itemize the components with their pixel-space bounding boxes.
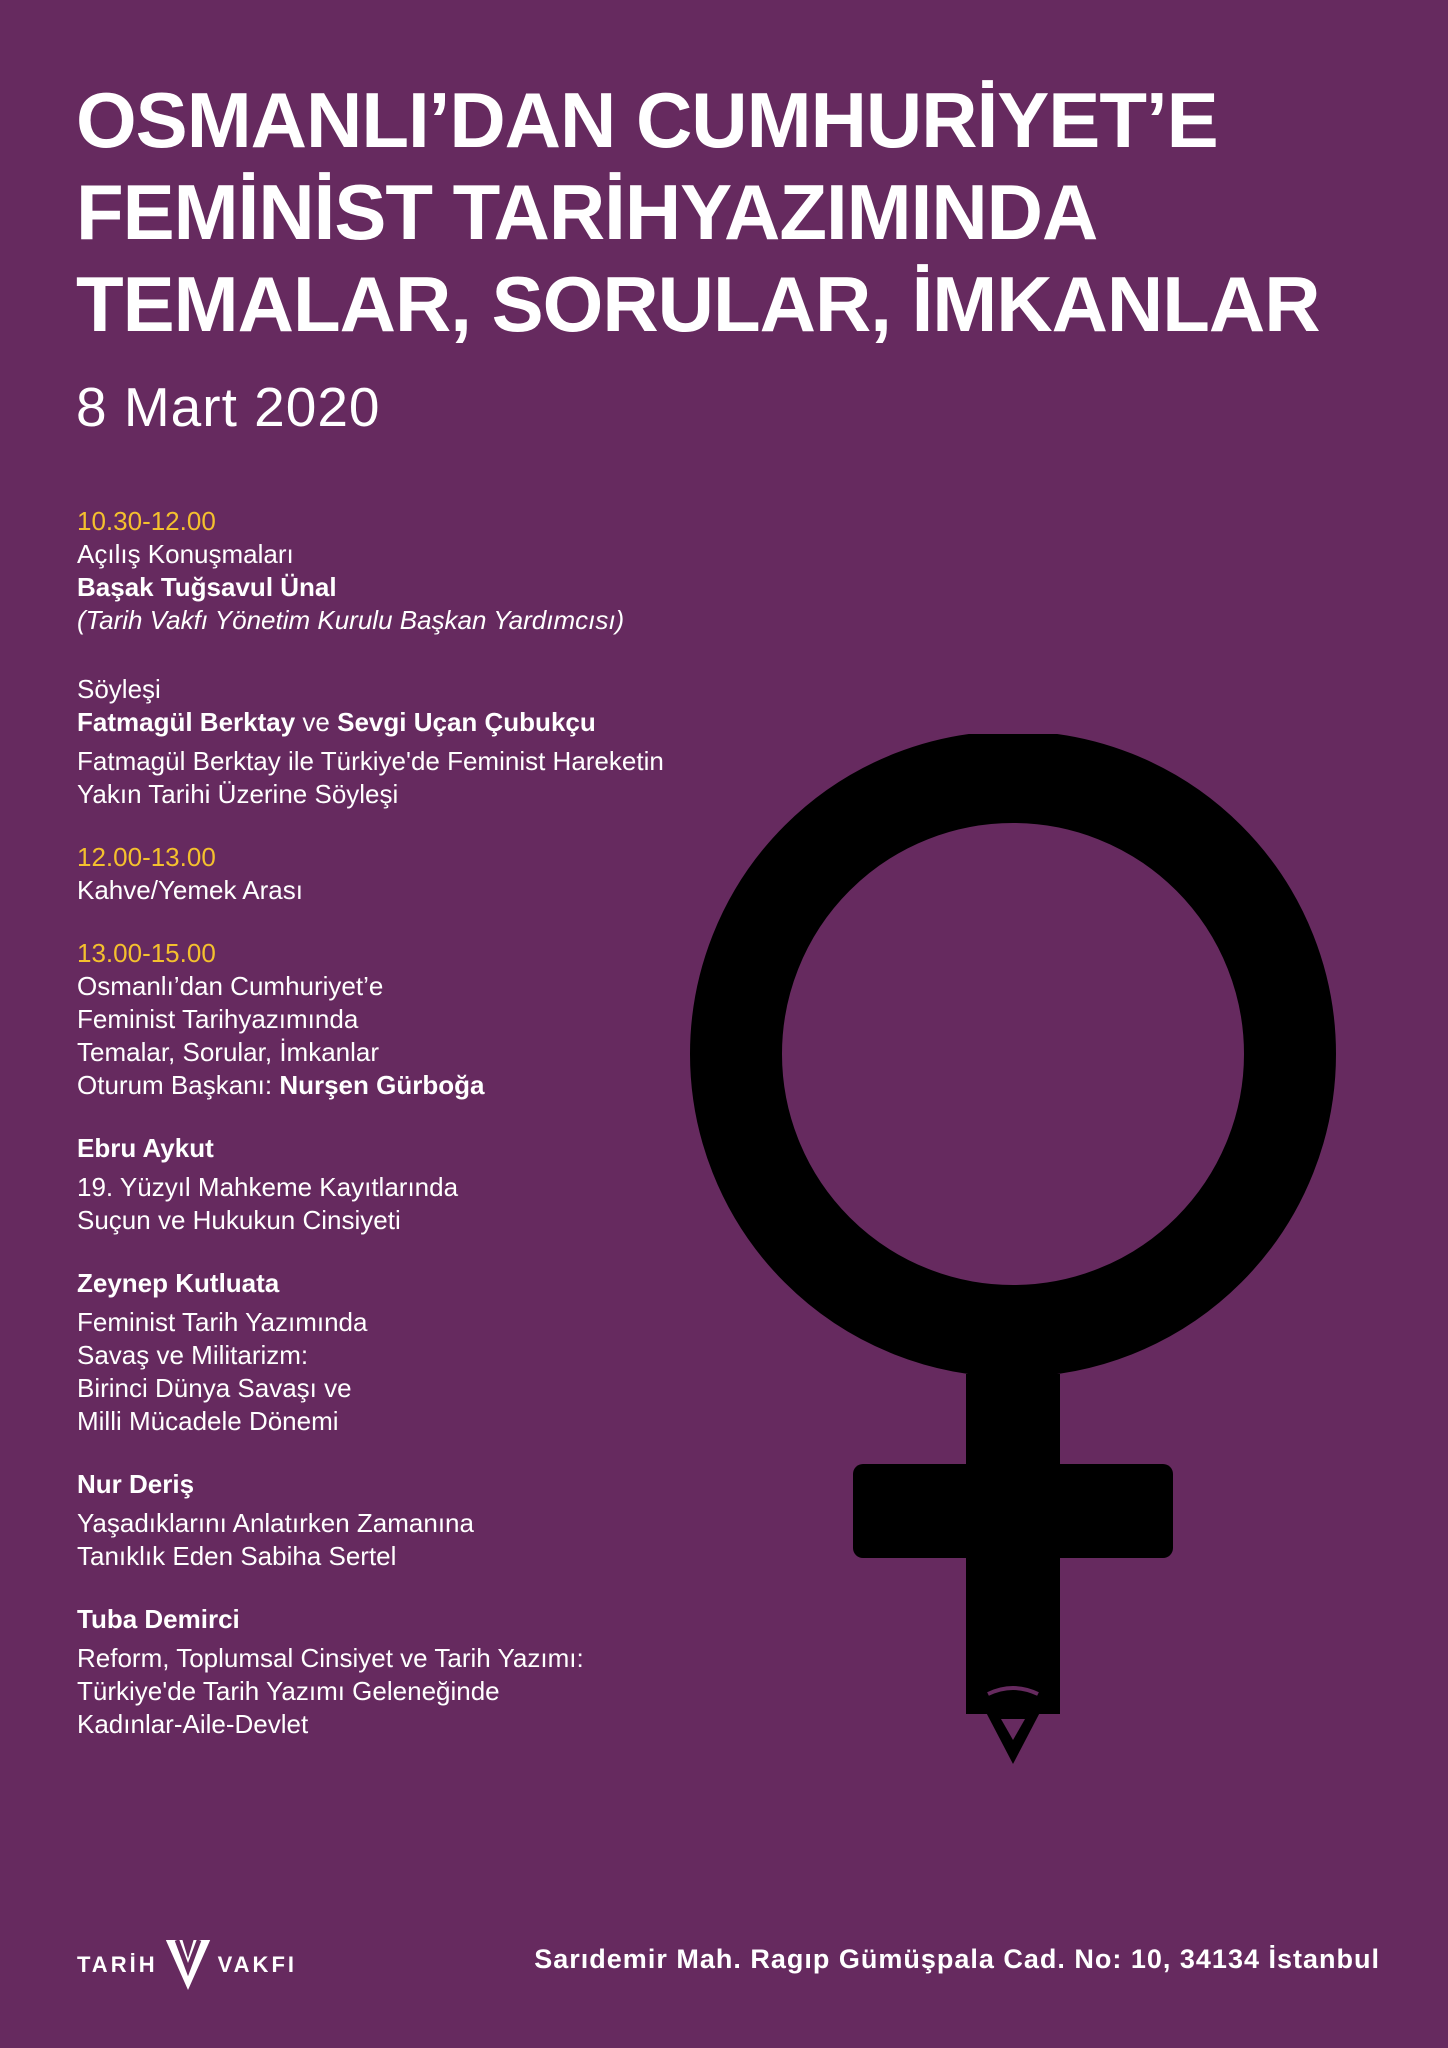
talk — [77, 1603, 777, 1741]
talk-title-line: Tanıklık Eden Sabiha Sertel — [77, 1541, 397, 1571]
panel-title-line: Osmanlı’dan Cumhuriyet’e — [77, 971, 384, 1001]
session-heading: Açılış Konuşmaları — [77, 539, 294, 569]
talk-title-line: Reform, Toplumsal Cinsiyet ve Tarih Yazımı: — [77, 1643, 584, 1673]
session-time: 10.30-12.00 — [77, 506, 216, 536]
session-time: 13.00-15.00 — [77, 938, 216, 968]
panel-title-line: Temalar, Sorular, İmkanlar — [77, 1037, 380, 1067]
event-date: 8 Mart 2020 — [76, 376, 381, 438]
speaker-name: Fatmagül Berktay — [77, 707, 296, 737]
title-line-2: FEMİNİST TARİHYAZIMINDA — [76, 168, 1098, 256]
speaker-name: Sevgi Uçan Çubukçu — [337, 707, 596, 737]
title-line-3: TEMALAR, SORULAR, İMKANLAR — [76, 260, 1320, 348]
talk-title-line: Feminist Tarih Yazımında — [77, 1307, 368, 1337]
speaker-name: Tuba Demirci — [77, 1604, 240, 1634]
talk-title-line: Yaşadıklarını Anlatırken Zamanına — [77, 1508, 474, 1538]
logo-v-mark-icon — [164, 1936, 212, 1994]
talk-title-line: Fatmagül Berktay ile Türkiye'de Feminist Hareketin — [77, 746, 664, 776]
chair-label: Oturum Başkanı: — [77, 1070, 273, 1100]
session-conversation — [77, 673, 777, 811]
talk-title-line: Türkiye'de Tarih Yazımı Geleneğinde — [77, 1676, 500, 1706]
program — [77, 505, 777, 1771]
talk-title-line: Milli Mücadele Dönemi — [77, 1406, 339, 1436]
panel-chair — [77, 1069, 777, 1102]
talk-title-line: Suçun ve Hukukun Cinsiyeti — [77, 1205, 401, 1235]
session-time: 12.00-13.00 — [77, 842, 216, 872]
talk — [77, 1468, 777, 1573]
session-break — [77, 841, 777, 907]
session-heading: Kahve/Yemek Arası — [77, 875, 303, 905]
logo-text-right: VAKFI — [217, 1952, 297, 1977]
talk-title-line: Savaş ve Militarizm: — [77, 1340, 309, 1370]
talk-title-line: Kadınlar-Aile-Devlet — [77, 1709, 309, 1739]
talk-title-line: Yakın Tarihi Üzerine Söyleşi — [77, 779, 399, 809]
speaker-pair — [77, 706, 777, 739]
chair-name: Nurşen Gürboğa — [279, 1070, 485, 1100]
talk — [77, 1267, 777, 1438]
speaker-name: Başak Tuğsavul Ünal — [77, 572, 337, 602]
poster-title — [76, 74, 1396, 350]
panel-title-line: Feminist Tarihyazımında — [77, 1004, 359, 1034]
speaker-name: Ebru Aykut — [77, 1133, 214, 1163]
speaker-role: (Tarih Vakfı Yönetim Kurulu Başkan Yardımcısı) — [77, 605, 625, 635]
talk-title-line: Birinci Dünya Savaşı ve — [77, 1373, 352, 1403]
talk-title-line: 19. Yüzyıl Mahkeme Kayıtlarında — [77, 1172, 459, 1202]
session-panel — [77, 937, 777, 1102]
venue-address: Sarıdemir Mah. Ragıp Gümüşpala Cad. No: 10, 34134 İstanbul — [534, 1944, 1380, 1974]
logo-text-left: TARİH — [77, 1952, 158, 1977]
talk — [77, 1132, 777, 1237]
speaker-name: Nur Deriş — [77, 1469, 195, 1499]
venus-pencil-icon — [688, 734, 1338, 1764]
tarih-vakfi-logo — [77, 1935, 297, 1995]
session-opening — [77, 505, 777, 637]
session-label: Söyleşi — [77, 674, 161, 704]
speaker-name: Zeynep Kutluata — [77, 1268, 280, 1298]
conjunction: ve — [302, 707, 330, 737]
title-line-1: OSMANLI’DAN CUMHURİYET’E — [76, 76, 1218, 164]
